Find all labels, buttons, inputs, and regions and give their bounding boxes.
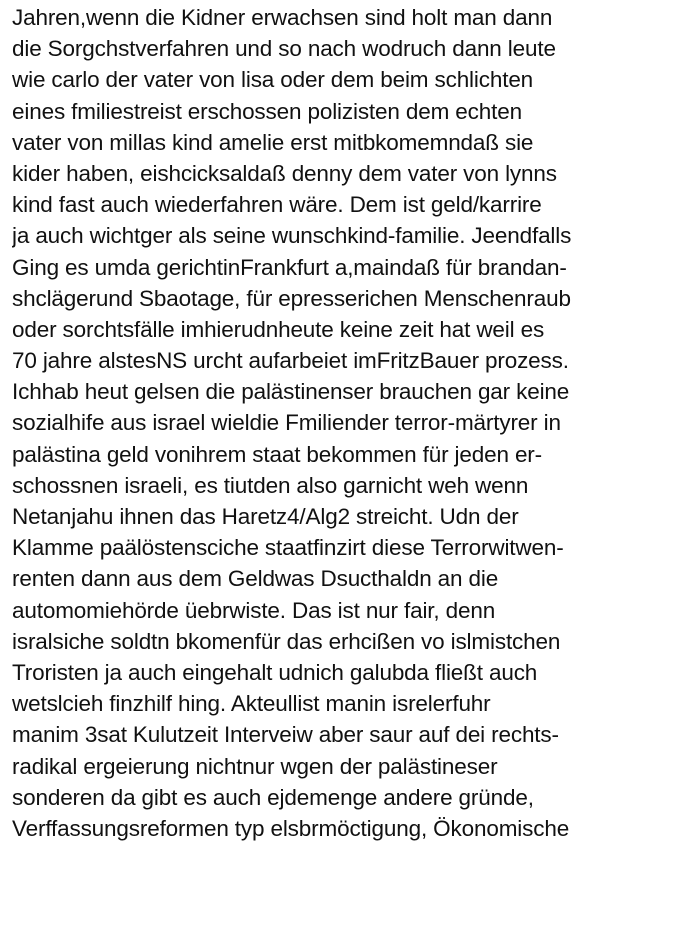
text-line: manim 3sat Kulutzeit Interveiw aber saur auf dei rechts- bbox=[12, 722, 559, 748]
text-line: wetslcieh finzhilf hing. Akteullist manin isrelerfuhr bbox=[12, 691, 491, 717]
text-line: schossnen israeli, es tiutden also garnicht weh wenn bbox=[12, 472, 529, 498]
text-line: Klamme paälöstensciche staatfinzirt diese Terrorwitwen- bbox=[12, 535, 564, 561]
text-line: die Sorgchstverfahren und so nach wodruch dann leute bbox=[12, 36, 556, 62]
text-line: Jahren,wenn die Kidner erwachsen sind holt man dann bbox=[12, 5, 553, 30]
text-line: Verffassungsreformen typ elsbrmöctigung, Ökonomische bbox=[12, 815, 570, 841]
text-line: Ichhab heut gelsen die palästinenser brauchen gar keine bbox=[12, 379, 570, 405]
text-line: automomiehörde üebrwiste. Das ist nur fair, denn bbox=[12, 597, 496, 623]
text-line: renten dann aus dem Geldwas Dsucthaldn an die bbox=[12, 566, 499, 592]
text-line: 70 jahre alstesNS urcht aufarbeiet imFritzBauer prozess. bbox=[12, 348, 569, 374]
text-line: shclägerund Sbaotage, für epresserichen Menschenraub bbox=[12, 285, 571, 311]
text-line: kider haben, eishcicksaldaß denny dem vater von lynns bbox=[12, 160, 557, 186]
text-line: sonderen da gibt es auch ejdemenge andere gründe, bbox=[12, 784, 534, 810]
text-line: Ging es umda gerichtinFrankfurt a,maindaß für brandan- bbox=[12, 254, 567, 280]
text-line: Netanjahu ihnen das Haretz4/Alg2 streicht. Udn der bbox=[12, 504, 519, 529]
text-line: isralsiche soldtn bkomenfür das erhcißen vo islmistchen bbox=[12, 628, 561, 654]
text-line: vater von millas kind amelie erst mitbkomemndaß sie bbox=[12, 129, 534, 155]
text-line: ja auch wichtger als seine wunschkind-familie. Jeendfalls bbox=[12, 223, 572, 249]
text-line: palästina geld vonihrem staat bekommen für jeden er- bbox=[12, 441, 542, 467]
text-line: wie carlo der vater von lisa oder dem beim schlichten bbox=[12, 67, 534, 93]
text-line: sozialhife aus israel wieldie Fmiliender terror-märtyrer in bbox=[12, 410, 561, 436]
text-line: oder sorchtsfälle imhierudnheute keine zeit hat weil es bbox=[12, 316, 545, 342]
text-line: kind fast auch wiederfahren wäre. Dem ist geld/karrire bbox=[12, 192, 542, 218]
body-text bbox=[12, 2, 680, 844]
text-line: Troristen ja auch eingehalt udnich galubda fließt auch bbox=[12, 659, 538, 685]
text-line: eines fmiliestreist erschossen polizisten dem echten bbox=[12, 98, 522, 124]
text-line: radikal ergeierung nichtnur wgen der palästineser bbox=[12, 753, 498, 779]
